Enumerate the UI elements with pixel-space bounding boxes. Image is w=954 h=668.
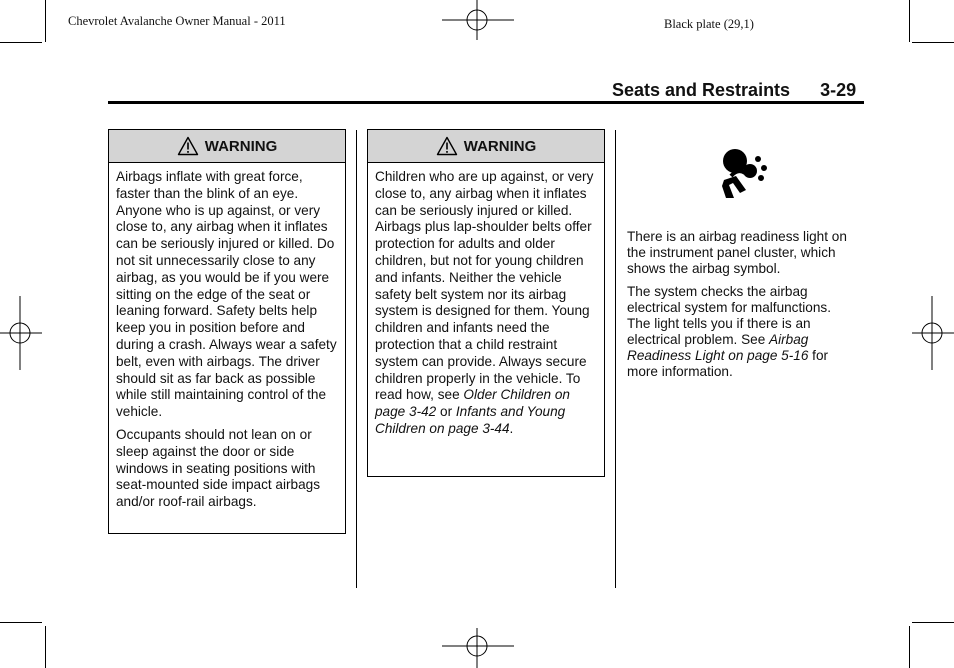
header-rule: [108, 101, 864, 104]
body-text: The system checks the airbag electrical system for malfunctions. The light tells you if there is an electrical problem. See: [627, 284, 831, 347]
registration-mark-bottom: [442, 628, 514, 668]
plate-label-right: Black plate (29,1): [664, 17, 754, 31]
warning-text-end: .: [509, 420, 514, 436]
warning-text-joiner: or: [436, 404, 456, 420]
column-divider: [356, 130, 357, 588]
crop-mark: [912, 622, 954, 623]
section-title: Seats and Restraints: [612, 80, 791, 100]
crop-mark: [45, 626, 46, 668]
warning-triangle-icon: [436, 136, 458, 156]
crop-mark: [912, 42, 954, 43]
airbag-readiness-icon: [718, 146, 774, 202]
section-header: [612, 80, 856, 101]
registration-mark-top: [442, 0, 514, 40]
crop-mark: [0, 42, 42, 43]
crop-mark: [909, 0, 910, 42]
warning-body: [109, 163, 345, 517]
body-paragraph: [627, 284, 857, 380]
crop-mark: [0, 622, 42, 623]
warning-text: Children who are up against, or very close to, any airbag when it inflates can be seriously injured or killed. Airbags plus lap-shoulder belts offer protection for adults and older children, but not for young children and infants. Neither the vehicle safety belt system nor its airbag system is designed for them. Young children and infants need the protection that a child restraint system can provide. Always secure children properly in the vehicle. To read how, see: [375, 169, 594, 403]
warning-heading-label: WARNING: [463, 137, 537, 155]
warning-heading: [109, 130, 345, 163]
cross-reference-link[interactable]: Infants and Young Children on page 3-44: [375, 404, 566, 436]
page-number: 3-29: [820, 80, 857, 100]
warning-box-airbag-force: [108, 129, 346, 534]
warning-heading: [368, 130, 604, 163]
registration-mark-right: [912, 296, 954, 370]
warning-box-children: [367, 129, 605, 477]
crop-mark: [45, 0, 46, 42]
warning-body: [368, 163, 604, 444]
warning-triangle-icon: [177, 136, 199, 156]
cross-reference-link[interactable]: Airbag Readiness Light on page 5-16: [627, 332, 809, 363]
crop-mark: [909, 626, 910, 668]
column-divider: [615, 130, 616, 588]
body-paragraph: There is an airbag readiness light on the instrument panel cluster, which shows the airbag symbol.: [627, 229, 847, 276]
registration-mark-left: [0, 296, 42, 370]
plate-label-left: Chevrolet Avalanche Owner Manual - 2011: [68, 14, 286, 28]
body-text-end: for more information.: [627, 348, 829, 379]
warning-paragraph: [375, 169, 597, 438]
warning-heading-label: WARNING: [204, 137, 278, 155]
airbag-readiness-text: [627, 229, 857, 387]
cross-reference-link[interactable]: Older Children on page 3-42: [375, 387, 570, 420]
warning-paragraph: Airbags inflate with great force, faster than the blink of an eye. Anyone who is up against, or very close to, any airbag when it inflates can be seriously injured or killed. Do not sit unnecessarily close to any airbag, as you would be if you were sitting on the edge of the seat or leaning forward. Safety belts help keep you in position before and during a crash. Always wear a safety belt, even with airbags. The driver should sit as far back as possible while still maintaining control of the vehicle.: [116, 169, 337, 420]
warning-paragraph: Occupants should not lean on or sleep against the door or side windows in seating positions with seat-mounted side impact airbags and/or roof-rail airbags.: [116, 426, 321, 510]
